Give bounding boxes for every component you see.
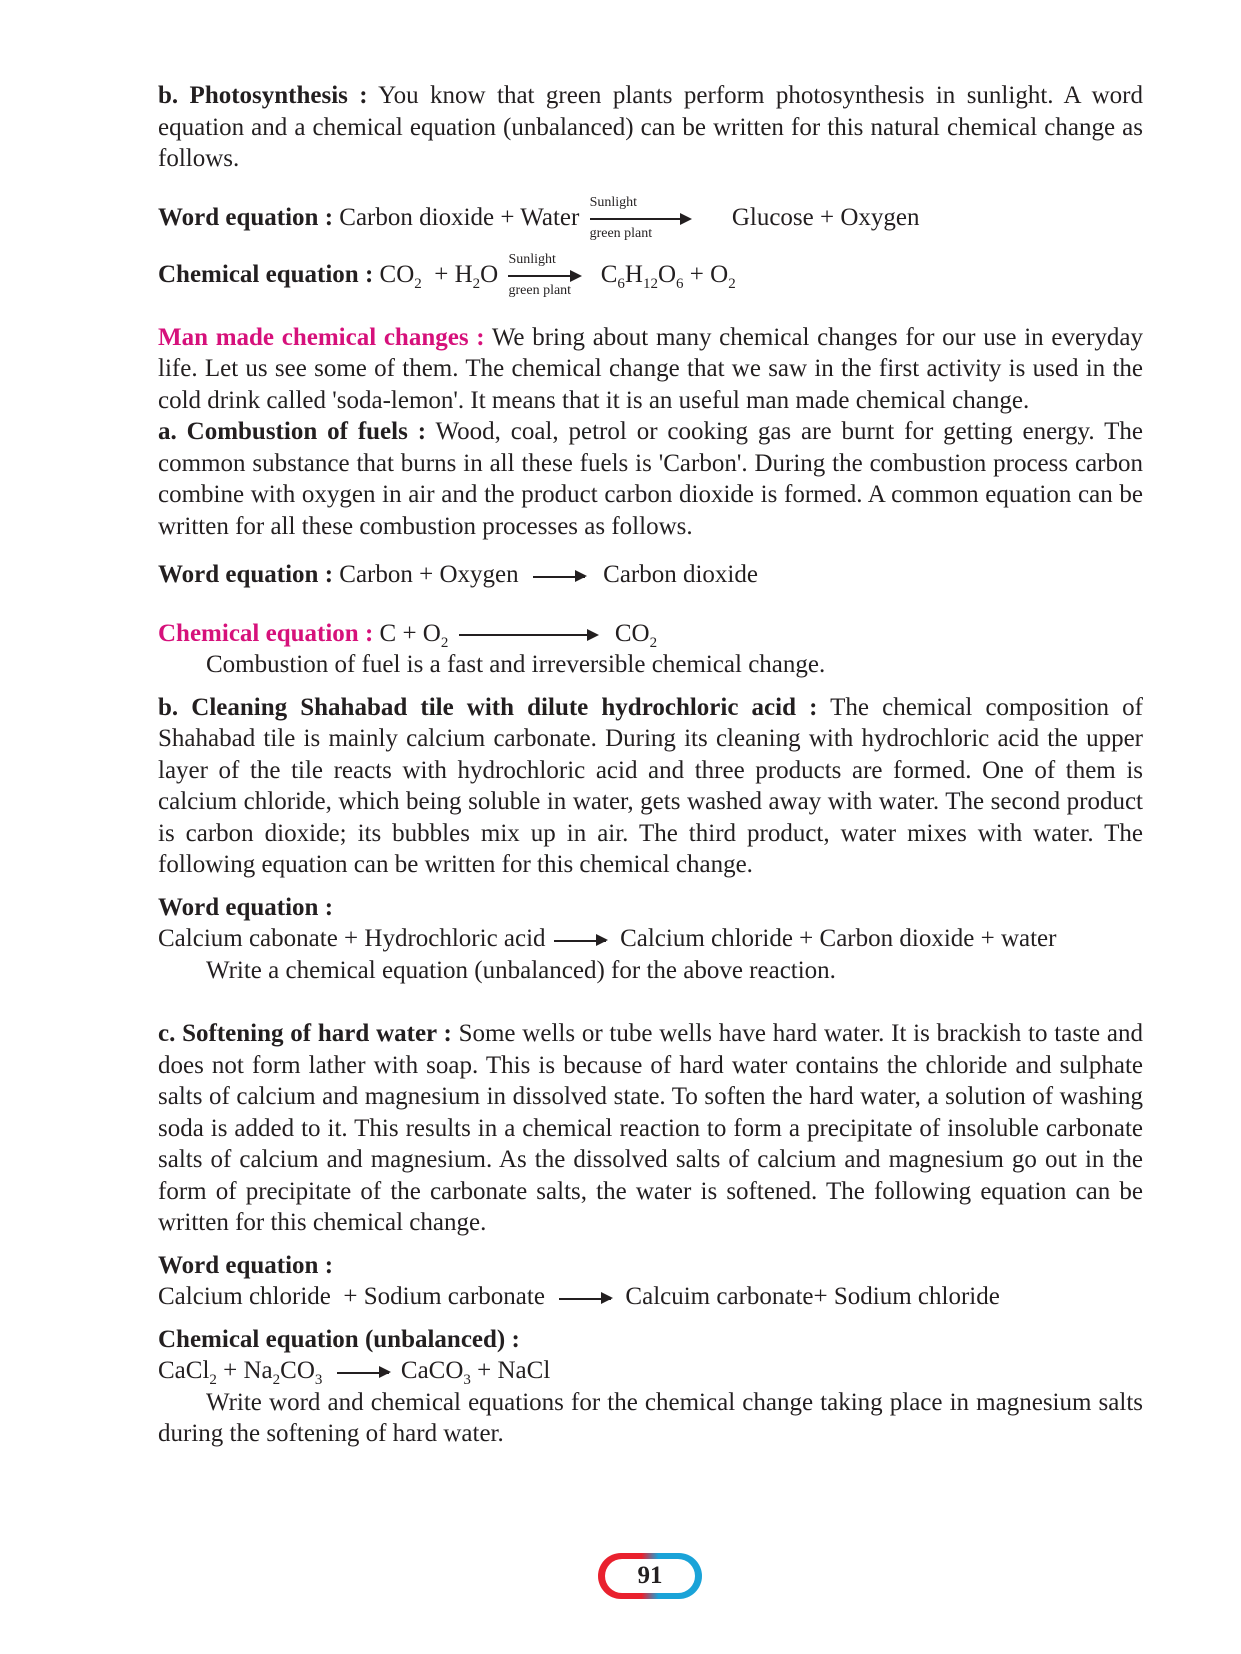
word-equation-label: Word equation : xyxy=(158,893,334,921)
softening-chemical-equation-label xyxy=(158,1324,1143,1356)
arrow-icon xyxy=(459,633,597,636)
combustion-chemical-equation xyxy=(158,618,1143,650)
combustion-word-equation xyxy=(158,559,1143,591)
word-equation-left: Carbon dioxide + Water xyxy=(333,203,580,231)
softening-heading: c. Softening of hard water : xyxy=(158,1020,452,1047)
page-content xyxy=(158,80,1143,1450)
chemical-formula-reactants: CaCl$_2$ + $Na_2CO_3$ xyxy=(158,1357,323,1388)
photosynthesis-text: You know that green plants perform photosynthesis in sunlight. A word equation and a chemical equation (unbalanced) can be written for this natural chemical change as follows. xyxy=(158,82,1143,172)
word-equation-right: Glucose + Oxygen xyxy=(731,203,920,231)
softening-word-equation xyxy=(158,1281,1143,1313)
arrow-condition-bottom: green plant xyxy=(508,283,572,299)
arrow-icon xyxy=(589,195,690,242)
shahabad-paragraph xyxy=(158,692,1143,881)
softening-paragraph xyxy=(158,1018,1143,1239)
softening-chemical-equation xyxy=(158,1355,1143,1387)
arrow-condition-bottom: green plant xyxy=(589,226,653,242)
word-equation-right: Carbon dioxide xyxy=(603,561,758,588)
chemical-formula-products: $C_6H_{12}O_6 + O_2$ xyxy=(600,260,736,292)
chemical-formula-products: CaCO$_3$ + NaCl xyxy=(400,1357,551,1388)
arrow-condition-top: Sunlight xyxy=(589,195,638,211)
man-made-heading: Man made chemical changes : xyxy=(158,323,485,351)
word-equation-left: Carbon + Oxygen xyxy=(333,561,519,588)
photosynthesis-chemical-equation xyxy=(158,252,1143,299)
softening-word-equation-label xyxy=(158,1250,1143,1282)
word-equation-label: Word equation : xyxy=(158,203,334,231)
man-made-paragraph xyxy=(158,322,1143,417)
word-equation-label: Word equation : xyxy=(158,561,334,588)
chemical-formula-reactants: $C + O_2$ xyxy=(379,619,449,651)
chemical-equation-label: Chemical equation (unbalanced) : xyxy=(158,1325,520,1353)
arrow-condition-top: Sunlight xyxy=(508,252,556,268)
word-equation-right: Calcuim carbonate+ Sodium chloride xyxy=(625,1283,1000,1310)
page-number-badge xyxy=(598,1553,702,1599)
arrow-icon xyxy=(508,252,580,299)
word-equation-label: Word equation : xyxy=(158,1251,334,1279)
page-number: 91 xyxy=(605,1559,695,1593)
softening-task: Write word and chemical equations for the chemical change taking place in magnesium salts during the softening of hard water. xyxy=(158,1388,1143,1447)
softening-text: Some wells or tube wells have hard water. It is brackish to taste and does not form lather with soap. This is because of hard water contains the chloride and sulphate salts of calcium and magnesium in dissolved state. To soften the hard water, a solution of washing soda is added to it. This results in a chemical reaction to form a precipitate of insoluble carbonate salts of calcium and magnesium. As the dissolved salts of calcium and magnesium go out in the form of precipitate of the carbonate salts, the water is softened. The following equation can be written for this chemical change. xyxy=(158,1020,1143,1236)
chemical-formula-products: $CO_2$ xyxy=(614,619,658,651)
combustion-paragraph xyxy=(158,416,1143,542)
combustion-note: Combustion of fuel is a fast and irreversible chemical change. xyxy=(206,651,826,678)
photosynthesis-heading: b. Photosynthesis : xyxy=(158,82,368,109)
arrow-icon xyxy=(533,575,585,578)
chemical-equation-label: Chemical equation : xyxy=(158,260,374,288)
arrow-icon xyxy=(554,939,606,942)
shahabad-text: The chemical composition of Shahabad tile is mainly calcium carbonate. During its cleaning with hydrochloric acid the upper layer of the tile reacts with hydrochloric acid and three products are formed. One of them is calcium chloride, which being soluble in water, gets washed away with water. The second product is carbon dioxide; its bubbles mix up in air. The third product, water mixes with water. The following equation can be written for this chemical change. xyxy=(158,693,1143,878)
shahabad-word-equation xyxy=(158,923,1143,955)
photosynthesis-paragraph xyxy=(158,80,1143,175)
word-equation-right: Calcium chloride + Carbon dioxide + water xyxy=(620,925,1057,952)
word-equation-left: Calcium chloride + Sodium carbonate xyxy=(158,1283,545,1310)
arrow-icon xyxy=(337,1371,389,1374)
shahabad-word-equation-label xyxy=(158,892,1143,924)
chemical-equation-label: Chemical equation : xyxy=(158,619,374,647)
combustion-text: Wood, coal, petrol or cooking gas are burnt for getting energy. The common substance that burns in all these fuels is 'Carbon'. During the combustion process carbon combine with oxygen in air and the product carbon dioxide is formed. A common equation can be written for all these combustion processes as follows. xyxy=(158,418,1143,540)
arrow-icon xyxy=(559,1297,611,1300)
word-equation-left: Calcium cabonate + Hydrochloric acid xyxy=(158,925,546,952)
chemical-formula-reactants: $CO_2 + H_2O$ xyxy=(379,260,499,292)
combustion-heading: a. Combustion of fuels : xyxy=(158,418,427,445)
man-made-text: We bring about many chemical changes for our use in everyday life. Let us see some of them. The chemical change that we saw in the first activity is used in the cold drink called 'soda-lemon'. It means that it is an useful man made chemical change. xyxy=(158,323,1143,414)
shahabad-heading: b. Cleaning Shahabad tile with dilute hydrochloric acid : xyxy=(158,693,818,721)
shahabad-task: Write a chemical equation (unbalanced) for the above reaction. xyxy=(206,956,836,984)
photosynthesis-word-equation xyxy=(158,195,1143,242)
